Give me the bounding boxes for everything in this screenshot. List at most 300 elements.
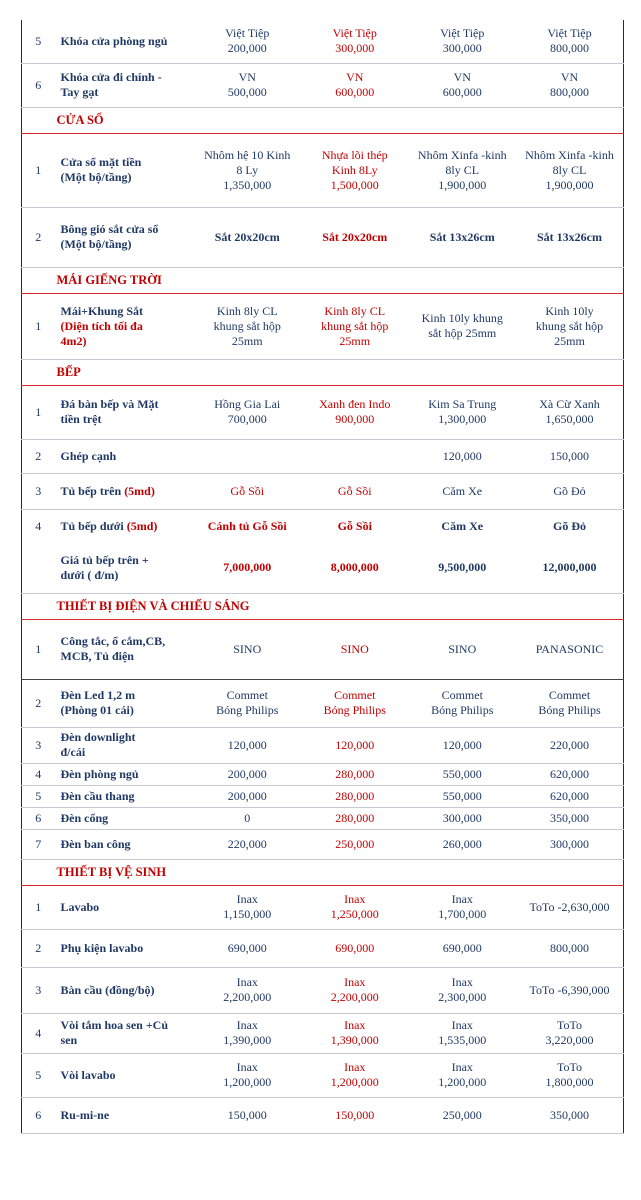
section-row [22,267,624,293]
value-cell-c [409,20,517,63]
cell-line: Ru-mi-ne [60,1107,110,1122]
row-number: 1 [22,885,55,929]
table-row [22,1013,624,1053]
row-number: 6 [22,63,55,107]
cell-line: 690,000 [227,940,267,955]
value-cell-a [194,967,302,1013]
cell-line: 200,000 [227,788,267,803]
cell-line: 1,900,000 [438,177,487,192]
cell-line: Tủ bếp trên (5md) [60,483,155,498]
value-cell-b [301,207,409,267]
table-row [22,1053,624,1097]
cell-line: 280,000 [335,788,375,803]
cell-line: Căm Xe [441,518,484,533]
table-row [22,679,624,727]
section-title: CỬA SỔ [55,107,624,133]
cell-line: Căm Xe [442,483,483,498]
item-name [55,293,194,359]
item-name-suffix: (5md) [124,483,155,498]
value-cell-b [301,967,409,1013]
section-title: BẾP [55,359,624,385]
value-cell-c [409,439,517,473]
cell-line: (Diện tích tối đa [60,318,143,333]
item-name [55,473,194,509]
cell-line: Bàn cầu (đồng/bộ) [60,982,155,997]
cell-line: MCB, Tủ điện [60,649,134,663]
cell-line: 200,000 [227,41,267,56]
cell-line: 9,500,000 [438,560,487,575]
cell-line: Inax [451,1060,473,1074]
cell-line: 12,000,000 [542,560,597,575]
cell-line: Inax [236,892,258,906]
cell-line: 120,000 [227,737,267,752]
value-cell-a [194,133,302,207]
value-cell-a [194,829,302,859]
row-number: 3 [22,727,55,763]
cell-line: 1,650,000 [545,412,594,426]
cell-line: 300,000 [442,810,482,825]
value-cell-a [194,20,302,63]
value-cell-d [516,207,624,267]
value-cell-b [301,679,409,727]
table-row [22,509,624,543]
section-row [22,359,624,385]
item-name [55,1013,194,1053]
table-row [22,785,624,807]
cell-line: Inax [451,975,473,989]
item-name [55,967,194,1013]
cell-line: 300,000 [335,41,375,56]
cell-line: Việt Tiệp [440,26,485,41]
cell-line: Sắt 13x26cm [537,229,602,244]
price-comparison-sheet [21,20,623,1134]
value-cell-a [194,63,302,107]
item-name [55,439,194,473]
cell-line: Tay gạt [60,85,99,99]
cell-line: 3,220,000 [545,1033,594,1047]
row-number: 1 [22,133,55,207]
cell-line: 500,000 [227,85,267,99]
item-name [55,509,194,543]
row-number: 6 [22,1097,55,1133]
item-name [55,885,194,929]
value-cell-a [194,385,302,439]
cell-line: 1,900,000 [545,177,594,192]
cell-line: SINO [233,641,262,656]
table-row [22,763,624,785]
item-name [55,1053,194,1097]
value-cell-c [409,1053,517,1097]
cell-line: Đá bàn bếp và Mặt [60,397,159,411]
cell-line: 25mm [231,333,263,348]
value-cell-c [409,679,517,727]
table-row [22,439,624,473]
item-name [55,133,194,207]
cell-line: Bóng Philips [431,703,494,717]
cell-line: Đèn Led 1,2 m [60,688,136,702]
cell-line: 8ly CL [552,162,587,177]
value-cell-a [194,807,302,829]
value-cell-c [409,63,517,107]
cell-line: Commet [334,688,376,702]
value-cell-b [301,1053,409,1097]
value-cell-c [409,785,517,807]
cell-line: Inax [344,1060,366,1074]
value-cell-b [301,807,409,829]
value-cell-b [301,619,409,679]
row-number: 1 [22,385,55,439]
cell-line: 1,535,000 [438,1033,487,1047]
value-cell-d [516,1097,624,1133]
cell-line: Đèn cầu thang [60,788,135,803]
cell-line: 200,000 [227,766,267,781]
cell-line: Kinh 8ly CL [324,303,386,318]
cell-line: Công tắc, ổ cắm,CB, [60,634,166,648]
item-name [55,1097,194,1133]
cell-line: 900,000 [335,412,375,426]
item-name [55,543,194,593]
cell-line: 1,200,000 [330,1075,379,1089]
item-name [55,207,194,267]
cell-line: 800,000 [550,85,589,99]
cell-line: 600,000 [442,85,482,99]
cell-line: 120,000 [442,448,482,463]
cell-line: đ/cái [60,745,86,759]
cell-line: Đèn downlight [60,730,136,744]
value-cell-d [516,885,624,929]
cell-line: Việt Tiệp [547,26,592,41]
value-cell-d [516,63,624,107]
value-cell-d [516,473,624,509]
cell-line: 300,000 [550,836,589,851]
cell-line: Gỗ Sồi [337,518,372,533]
row-number: 3 [22,967,55,1013]
cell-line: khung sắt hộp [321,318,389,333]
price-table [21,20,624,1134]
value-cell-d [516,967,624,1013]
table-row [22,385,624,439]
cell-line: 120,000 [442,737,482,752]
value-cell-c [409,829,517,859]
cell-line: 1,800,000 [545,1075,594,1089]
cell-line: 1,200,000 [438,1075,487,1089]
cell-line: 1,500,000 [330,177,379,192]
value-cell-c [409,619,517,679]
cell-line: 300,000 [442,41,482,56]
cell-line: Việt Tiệp [225,26,270,41]
row-number: 6 [22,807,55,829]
row-number: 4 [22,763,55,785]
price-table-body [22,20,624,1133]
cell-line: ToTo -6,390,000 [529,982,610,997]
row-number: 4 [22,1013,55,1053]
item-name [55,829,194,859]
table-row [22,63,624,107]
cell-line: SINO [340,641,369,656]
value-cell-a [194,763,302,785]
cell-line: 1,390,000 [330,1033,379,1047]
cell-line: Kinh 8Ly [331,162,378,177]
item-name [55,807,194,829]
cell-line: 7,000,000 [223,560,272,575]
cell-line: ToTo [557,1060,582,1074]
cell-line: Xanh đen Indo [319,397,391,411]
value-cell-c [409,885,517,929]
cell-line: (Một bộ/tầng) [60,237,132,251]
cell-line: 1,390,000 [223,1033,272,1047]
cell-line: Commet [441,688,483,702]
section-number-cell [22,107,55,133]
cell-line: Nhựa lõi thép [321,147,388,162]
row-number: 3 [22,473,55,509]
cell-line: ToTo -2,630,000 [529,899,610,914]
table-row [22,1097,624,1133]
cell-line: 620,000 [550,788,589,803]
cell-line: 8,000,000 [330,560,379,575]
table-row [22,543,624,593]
value-cell-c [409,509,517,543]
value-cell-b [301,133,409,207]
cell-line: 25mm [339,333,371,348]
section-row [22,107,624,133]
cell-line: VN [560,70,579,84]
value-cell-b [301,63,409,107]
value-cell-d [516,385,624,439]
cell-line: Bóng Philips [216,703,279,717]
cell-line: Giá tủ bếp trên + [60,552,149,567]
cell-line: Nhôm Xinfa -kinh [417,147,507,162]
cell-line: 280,000 [335,766,375,781]
cell-line: khung sắt hộp [535,318,604,333]
value-cell-c [409,807,517,829]
cell-line: Inax [344,1018,366,1032]
row-number: 2 [22,679,55,727]
value-cell-a [194,885,302,929]
table-row [22,929,624,967]
cell-line: khung sắt hộp [213,318,281,333]
cell-line: dưới ( đ/m) [60,567,119,582]
value-cell-c [409,727,517,763]
value-cell-c [409,1097,517,1133]
cell-line: Inax [344,892,366,906]
cell-line: (Một bộ/tầng) [60,170,132,184]
value-cell-c [409,929,517,967]
cell-line: SINO [448,641,477,656]
section-number-cell [22,359,55,385]
cell-line: 800,000 [550,41,589,56]
value-cell-a [194,1013,302,1053]
table-row [22,727,624,763]
value-cell-d [516,807,624,829]
cell-line: Bóng Philips [323,703,386,717]
row-number: 5 [22,20,55,63]
section-row [22,859,624,885]
cell-line: Kinh 8ly CL [216,303,278,318]
value-cell-a [194,509,302,543]
cell-line: Kinh 10ly khung [421,311,503,325]
value-cell-a [194,543,302,593]
cell-line: 8ly CL [445,162,480,177]
section-title: MÁI GIẾNG TRỜI [55,267,624,293]
item-name [55,727,194,763]
cell-line: 8 Ly [236,162,259,177]
cell-line: Sắt 13x26cm [429,229,495,244]
value-cell-d [516,20,624,63]
cell-line: 220,000 [227,836,267,851]
cell-line: Cửa sổ mặt tiền [60,155,142,169]
value-cell-b [301,763,409,785]
value-cell-d [516,1053,624,1097]
cell-line: 550,000 [442,766,482,781]
value-cell-a [194,207,302,267]
cell-line: Cánh tủ Gỗ Sồi [207,518,287,533]
table-row [22,807,624,829]
value-cell-c [409,133,517,207]
value-cell-b [301,727,409,763]
cell-line: Inax [451,892,473,906]
item-name [55,785,194,807]
cell-line: 150,000 [227,1107,267,1122]
section-row [22,593,624,619]
value-cell-c [409,293,517,359]
cell-line: sen [60,1033,78,1047]
value-cell-a [194,679,302,727]
cell-line: VN [238,70,256,84]
table-row [22,619,624,679]
value-cell-b [301,439,409,473]
value-cell-d [516,293,624,359]
value-cell-c [409,967,517,1013]
cell-line: VN [346,70,364,84]
value-cell-b [301,885,409,929]
cell-line: Bóng Philips [538,703,601,717]
cell-line: Vòi lavabo [60,1067,116,1082]
cell-line: 280,000 [335,810,375,825]
item-name-suffix: (5md) [126,518,158,533]
cell-line: Gỗ Sồi [337,483,372,498]
value-cell-c [409,543,517,593]
item-name [55,20,194,63]
cell-line: 1,300,000 [438,412,487,426]
cell-line: Hồng Gia Lai [214,397,281,411]
value-cell-d [516,1013,624,1053]
cell-line: Gỗ Sồi [230,483,265,498]
cell-line: Inax [236,1018,258,1032]
cell-line: 2,200,000 [223,990,272,1004]
row-number: 5 [22,1053,55,1097]
value-cell-d [516,133,624,207]
section-title: THIẾT BỊ VỆ SINH [55,859,624,885]
item-name [55,385,194,439]
value-cell-d [516,679,624,727]
row-number: 1 [22,619,55,679]
value-cell-b [301,20,409,63]
value-cell-d [516,763,624,785]
item-name [55,619,194,679]
cell-line: 1,150,000 [223,907,272,921]
section-number-cell [22,593,55,619]
table-row [22,829,624,859]
item-name [55,63,194,107]
cell-line: Gõ Đỏ [553,518,586,533]
cell-line: Tủ bếp dưới (5md) [60,518,158,533]
value-cell-d [516,829,624,859]
cell-line: Nhôm Xinfa -kinh [525,147,614,162]
cell-line: 550,000 [442,788,482,803]
cell-line: Inax [344,975,366,989]
cell-line: 350,000 [550,1107,589,1122]
cell-line: sắt hộp 25mm [428,326,497,340]
cell-line: 2,300,000 [438,990,487,1004]
cell-line: Vòi tắm hoa sen +Củ [60,1018,169,1032]
cell-line: Inax [451,1018,473,1032]
cell-line: 800,000 [550,940,589,955]
value-cell-a [194,1053,302,1097]
row-number: 4 [22,509,55,543]
item-name [55,679,194,727]
value-cell-a [194,439,302,473]
cell-line: 250,000 [335,836,375,851]
cell-line: 250,000 [442,1107,482,1122]
cell-line: 1,250,000 [330,907,379,921]
cell-line: 600,000 [335,85,375,99]
value-cell-b [301,929,409,967]
table-row [22,885,624,929]
cell-line: 120,000 [335,737,375,752]
cell-line: tiền trệt [60,412,102,426]
value-cell-d [516,509,624,543]
value-cell-a [194,619,302,679]
cell-line: Khóa cửa đi chính - [60,70,162,84]
value-cell-d [516,727,624,763]
cell-line: PANASONIC [535,641,604,656]
cell-line: Khóa cửa phòng ngủ [60,33,168,48]
cell-line: Inax [236,975,258,989]
cell-line: 220,000 [550,737,589,752]
value-cell-c [409,473,517,509]
cell-line: Phụ kiện lavabo [60,940,144,955]
cell-line: 1,200,000 [223,1075,272,1089]
cell-line: 25mm [554,333,585,348]
section-number-cell [22,859,55,885]
cell-line: Lavabo [60,899,100,914]
cell-line: Mái+Khung Sắt [60,303,144,318]
section-title: THIẾT BỊ ĐIỆN VÀ CHIẾU SÁNG [55,593,624,619]
cell-line: Inax [236,1060,258,1074]
value-cell-b [301,785,409,807]
cell-line: Commet [226,688,268,702]
cell-line: 690,000 [335,940,375,955]
cell-line: Kim Sa Trung [428,397,497,411]
value-cell-d [516,929,624,967]
value-cell-d [516,785,624,807]
value-cell-c [409,207,517,267]
item-name [55,929,194,967]
cell-line: Nhôm hệ 10 Kinh [204,147,291,162]
value-cell-d [516,543,624,593]
cell-line: 350,000 [550,810,589,825]
value-cell-a [194,727,302,763]
table-row [22,967,624,1013]
cell-line: 1,700,000 [438,907,487,921]
cell-line: (Phòng 01 cái) [60,703,134,717]
value-cell-c [409,763,517,785]
value-cell-d [516,619,624,679]
row-number: 5 [22,785,55,807]
cell-line: Đèn ban công [60,836,131,851]
value-cell-b [301,385,409,439]
cell-line: Đèn cổng [60,810,109,825]
